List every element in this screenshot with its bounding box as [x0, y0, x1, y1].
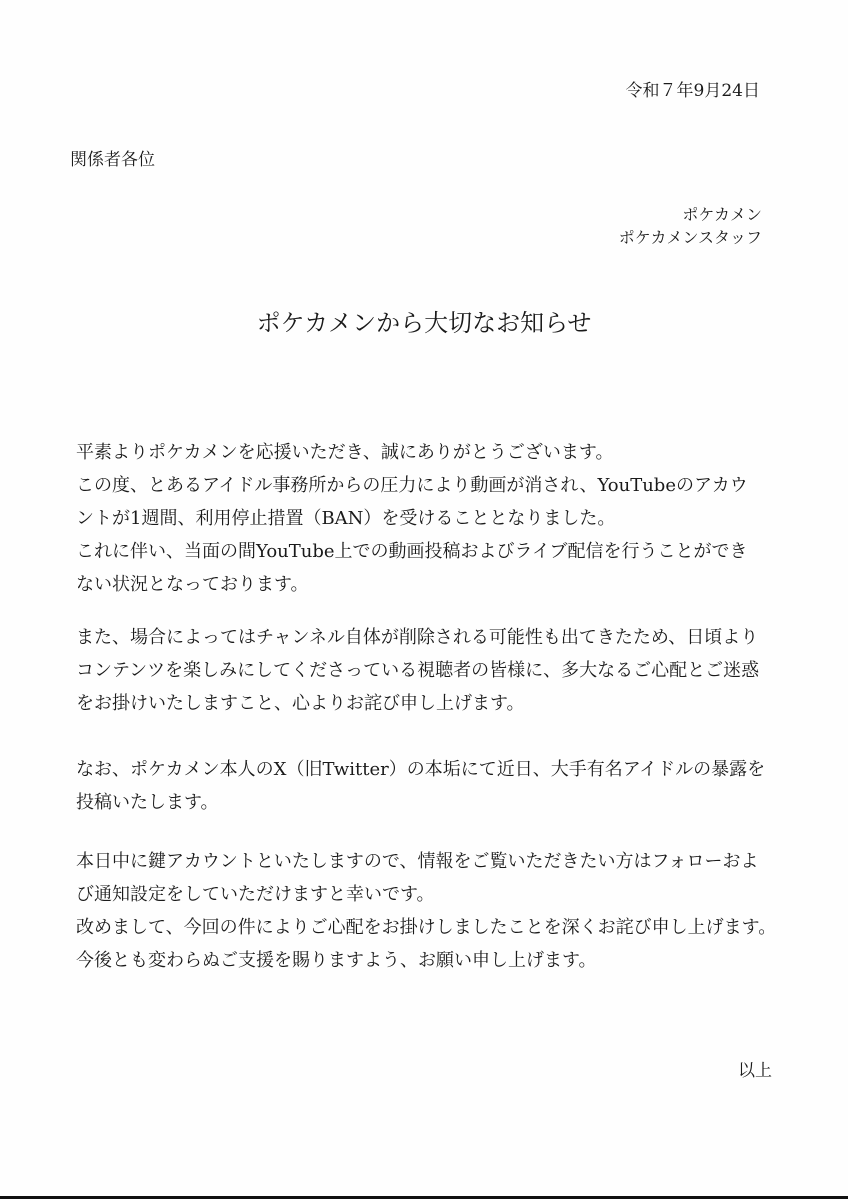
- text-line: をお掛けいたしますこと、心よりお詫び申し上げます。: [76, 693, 525, 714]
- text-line: この度、とあるアイドル事務所からの圧力により動画が消され、YouTubeのアカウ: [76, 475, 748, 496]
- text-line: なお、ポケカメン本人のX（旧Twitter）の本垢にて近日、大手有名アイドルの暴露を: [76, 759, 766, 780]
- closing-mark: 以上: [738, 1061, 772, 1081]
- text-line: 改めまして、今回の件によりご心配をお掛けしましたことを深くお詫び申し上げます。: [76, 917, 777, 938]
- sender-block: [619, 203, 762, 249]
- document-title: ポケカメンから大切なお知らせ: [256, 309, 592, 337]
- paragraph-3: [76, 753, 765, 819]
- text-line: ントが1週間、利用停止措置（BAN）を受けることとなりました。: [76, 508, 616, 529]
- text-line: び通知設定をしていただけますと幸いです。: [76, 884, 435, 905]
- text-line: ない状況となっております。: [76, 574, 309, 595]
- text-line: 今後とも変わらぬご支援を賜りますよう、お願い申し上げます。: [76, 950, 597, 971]
- text-line: また、場合によってはチャンネル自体が削除される可能性も出てきたため、日頃より: [76, 627, 759, 648]
- text-line: コンテンツを楽しみにしてくださっている視聴者の皆様に、多大なるご心配とご迷惑: [76, 660, 760, 681]
- text-line: これに伴い、当面の間YouTube上での動画投稿およびライブ配信を行うことができ: [76, 541, 748, 562]
- paragraph-2: [76, 621, 759, 720]
- text-line: 本日中に鍵アカウントといたしますので、情報をご覧いただきたい方はフォローおよ: [76, 851, 759, 872]
- sender-name: ポケカメン: [682, 205, 762, 224]
- text-line: 投稿いたします。: [76, 792, 219, 813]
- sender-staff: ポケカメンスタッフ: [618, 228, 762, 247]
- paragraph-1: [76, 436, 748, 601]
- document-date: 令和７年9月24日: [625, 81, 760, 101]
- paragraph-4: [76, 845, 776, 977]
- text-line: 平素よりポケカメンを応援いただき、誠にありがとうございます。: [76, 442, 614, 463]
- addressee: 関係者各位: [70, 150, 155, 170]
